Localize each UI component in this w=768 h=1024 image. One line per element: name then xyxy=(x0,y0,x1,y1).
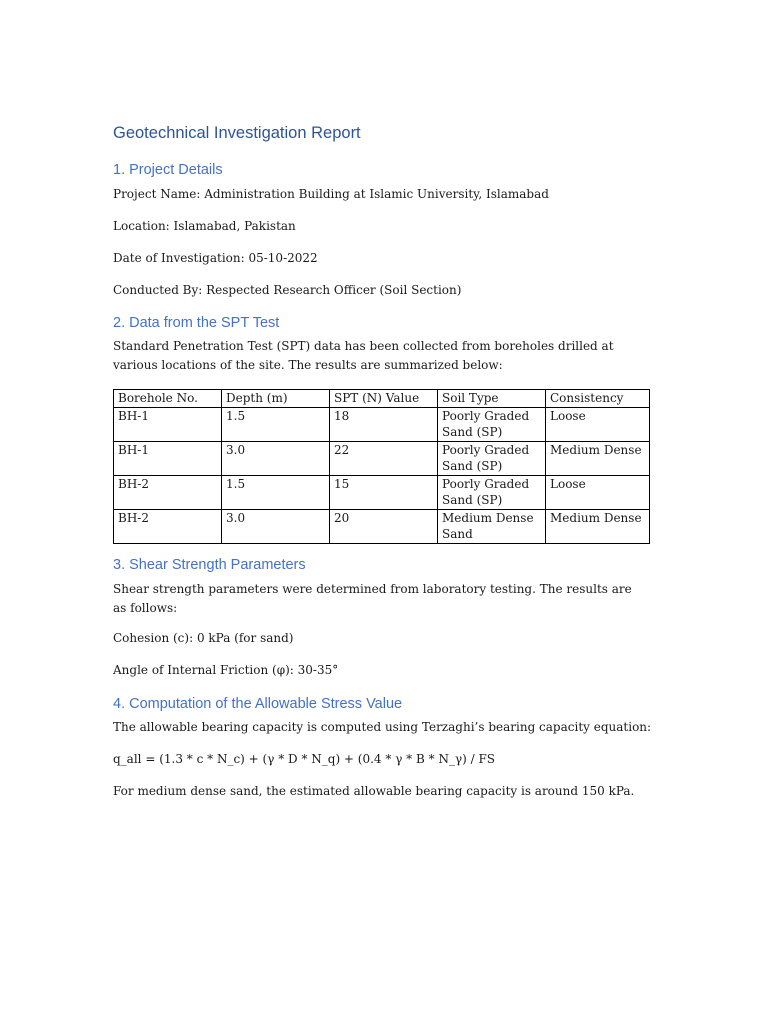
section-heading-allowable-stress: 4. Computation of the Allowable Stress Value xyxy=(113,696,403,712)
table-cell: Poorly Graded Sand (SP) xyxy=(438,407,546,441)
table-cell: Loose xyxy=(546,407,650,441)
table-header-cell: SPT (N) Value xyxy=(330,390,438,408)
table-header-cell: Depth (m) xyxy=(222,390,330,408)
project-name-text: Project Name: Administration Building at Islamic University, Islamabad xyxy=(113,187,549,201)
table-cell: 1.5 xyxy=(222,407,330,441)
table-cell: Poorly Graded Sand (SP) xyxy=(438,475,546,509)
bearing-capacity-conclusion: For medium dense sand, the estimated allowable bearing capacity is around 150 kPa. xyxy=(113,784,635,798)
table-cell: 20 xyxy=(330,509,438,543)
table-row xyxy=(114,407,650,441)
table-cell: Medium Dense xyxy=(546,441,650,475)
table-cell: BH-2 xyxy=(114,475,222,509)
friction-angle-text: Angle of Internal Friction (φ): 30-35° xyxy=(113,663,339,677)
section-heading-spt-data: 2. Data from the SPT Test xyxy=(113,315,280,331)
cohesion-text: Cohesion (c): 0 kPa (for sand) xyxy=(113,631,294,645)
table-row xyxy=(114,509,650,543)
spt-intro-paragraph: Standard Penetration Test (SPT) data has been collected from boreholes drilled at various locations of the site. The results are summarized below: xyxy=(113,339,614,372)
location-text: Location: Islamabad, Pakistan xyxy=(113,219,296,233)
table-cell: Medium Dense xyxy=(546,509,650,543)
allowable-intro-text: The allowable bearing capacity is computed using Terzaghi’s bearing capacity equation: xyxy=(113,720,652,734)
table-cell: 15 xyxy=(330,475,438,509)
table-cell: 18 xyxy=(330,407,438,441)
section-heading-project-details: 1. Project Details xyxy=(113,162,223,178)
table-cell: BH-1 xyxy=(114,407,222,441)
report-title: Geotechnical Investigation Report xyxy=(113,124,361,142)
table-cell: Loose xyxy=(546,475,650,509)
table-row xyxy=(114,441,650,475)
table-row xyxy=(114,475,650,509)
conducted-by-text: Conducted By: Respected Research Officer (Soil Section) xyxy=(113,283,462,297)
table-cell: 22 xyxy=(330,441,438,475)
table-cell: BH-2 xyxy=(114,509,222,543)
table-header-cell: Consistency xyxy=(546,390,650,408)
table-cell: 3.0 xyxy=(222,441,330,475)
date-text: Date of Investigation: 05-10-2022 xyxy=(113,251,318,265)
table-header-cell: Soil Type xyxy=(438,390,546,408)
table-cell: 1.5 xyxy=(222,475,330,509)
spt-results-table xyxy=(113,389,650,544)
table-header-cell: Borehole No. xyxy=(114,390,222,408)
bearing-capacity-equation: q_all = (1.3 * c * N_c) + (γ * D * N_q) + (0.4 * γ * B * N_γ) / FS xyxy=(113,752,496,766)
section-heading-shear-strength: 3. Shear Strength Parameters xyxy=(113,557,306,573)
table-cell: Poorly Graded Sand (SP) xyxy=(438,441,546,475)
table-header-row xyxy=(114,390,650,408)
table-cell: Medium Dense Sand xyxy=(438,509,546,543)
shear-intro-paragraph: Shear strength parameters were determined from laboratory testing. The results are as follows: xyxy=(113,582,632,615)
table-cell: 3.0 xyxy=(222,509,330,543)
table-cell: BH-1 xyxy=(114,441,222,475)
